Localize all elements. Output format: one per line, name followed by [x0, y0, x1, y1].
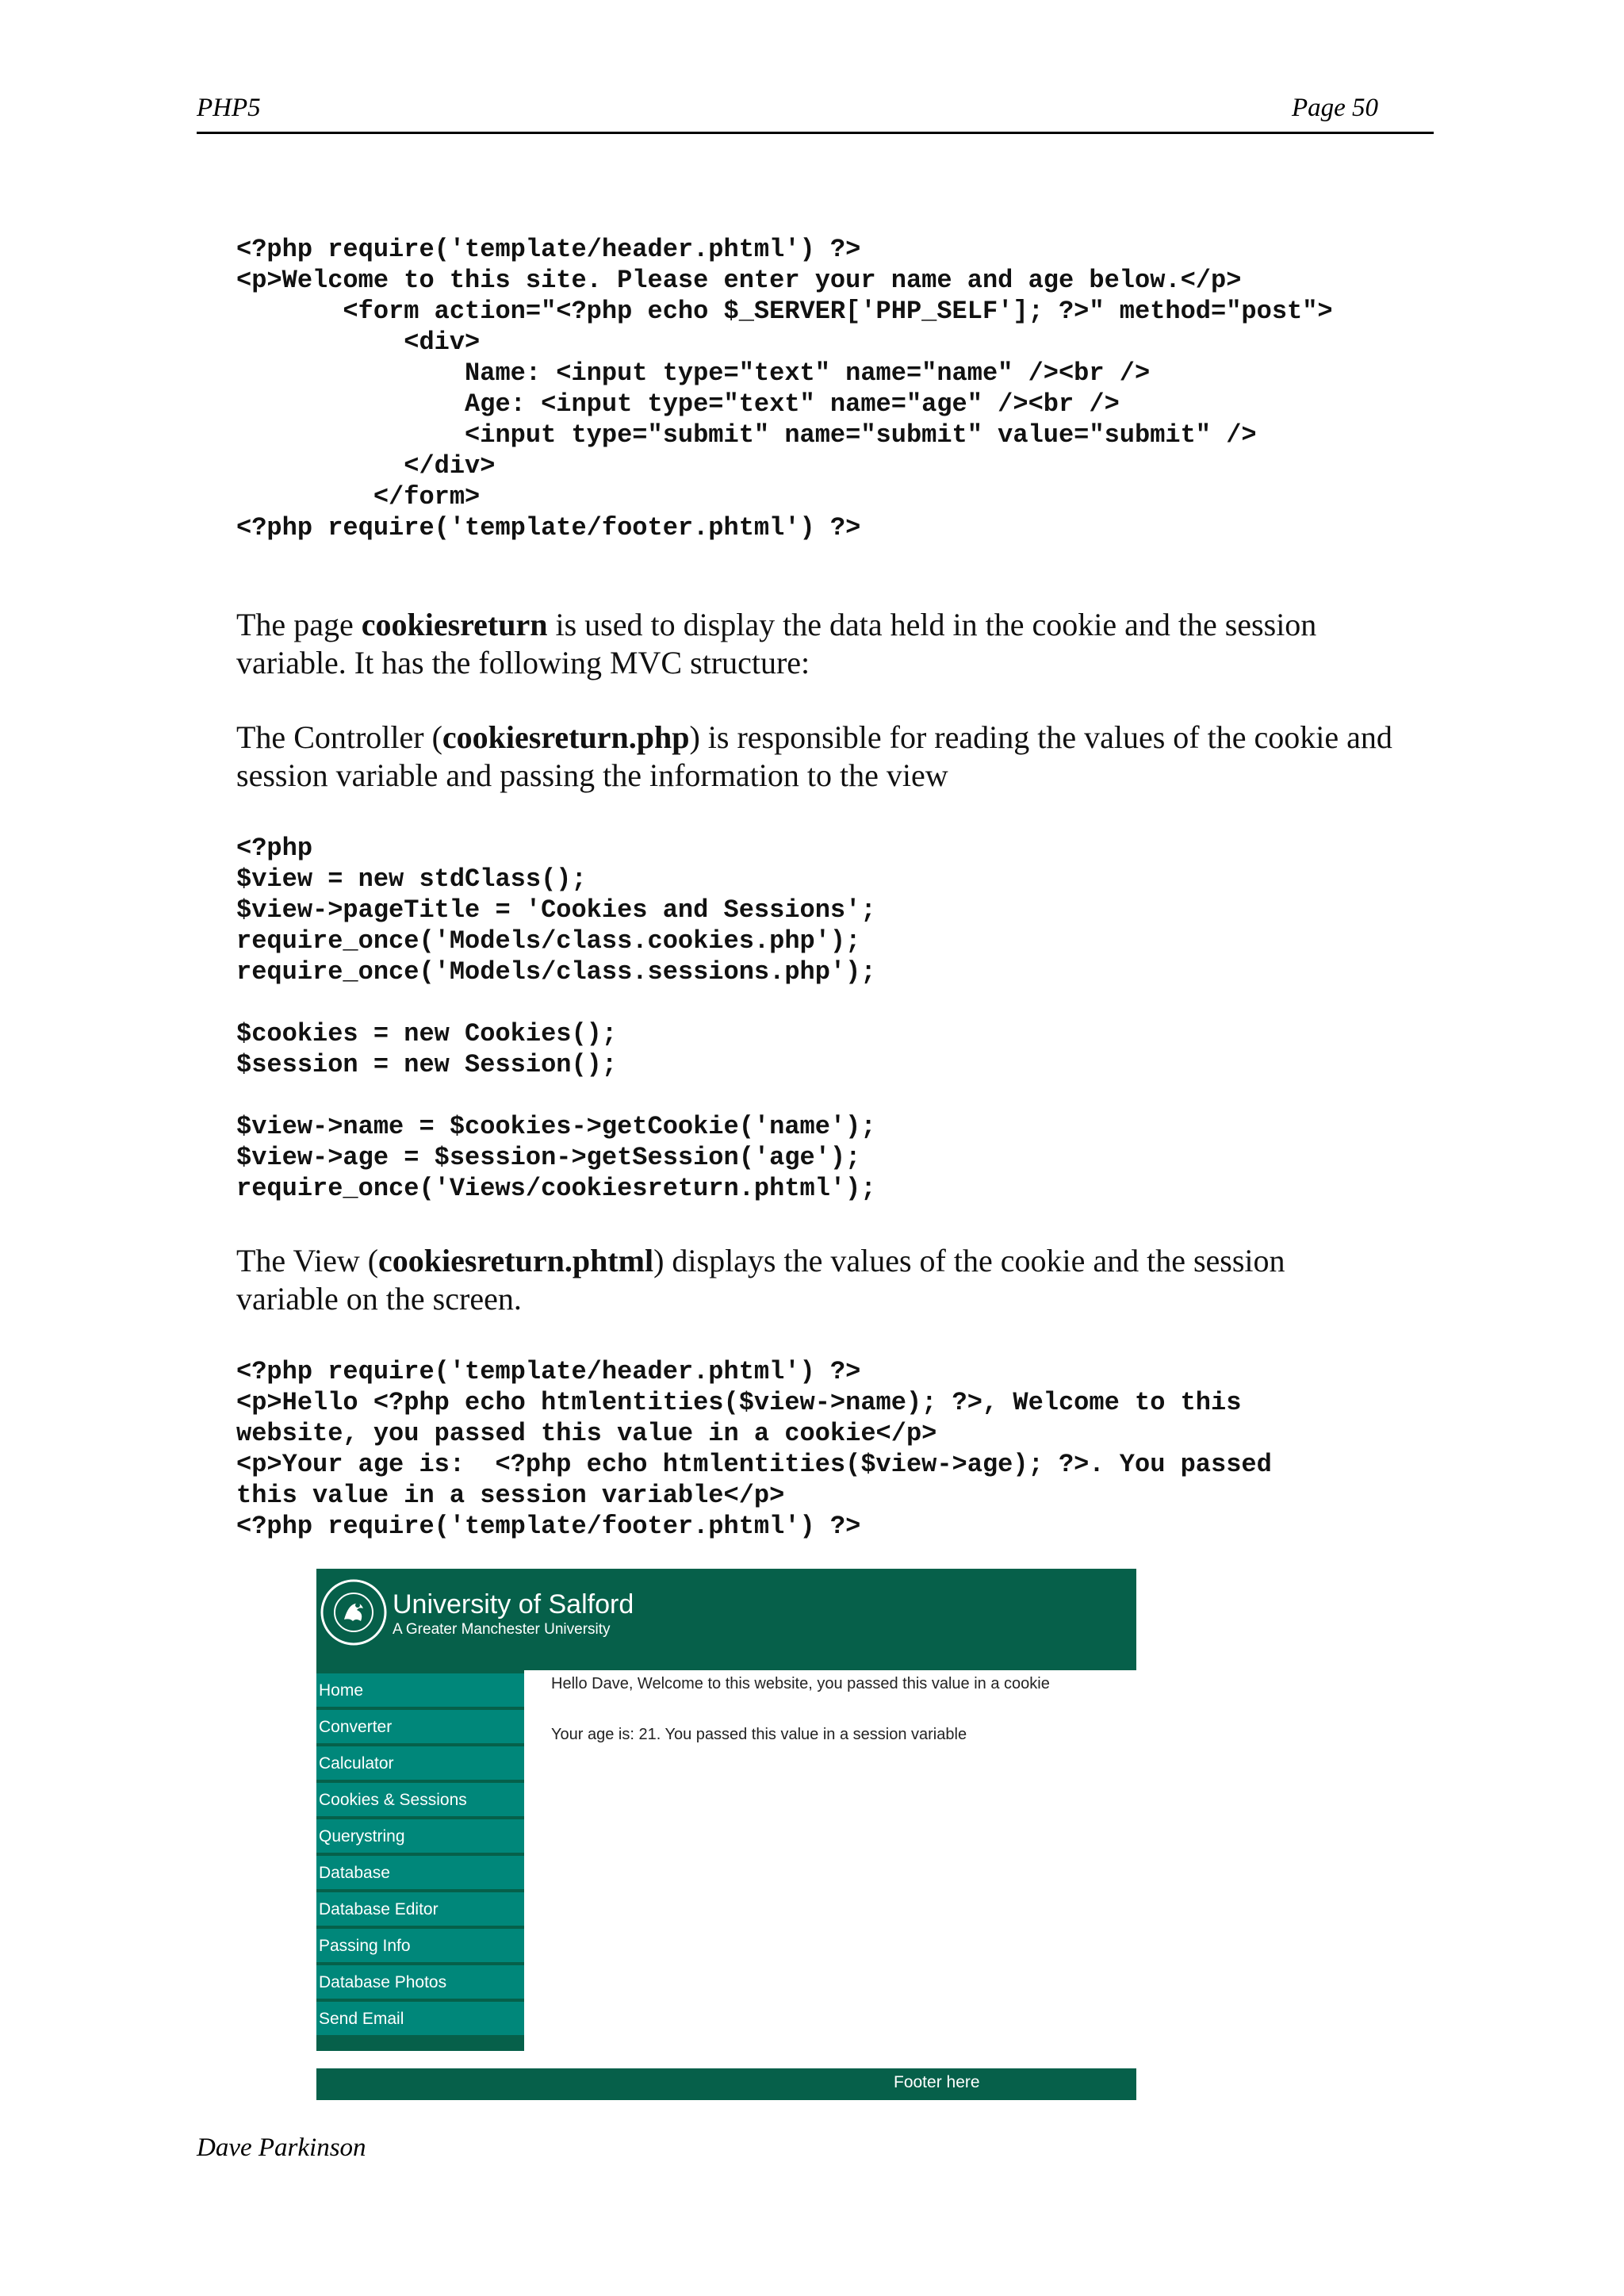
paragraph-controller — [236, 719, 1394, 795]
para-text: is used to display the data held in the cookie and the session variable. It has the following MVC structure: — [236, 607, 1317, 680]
site-footer — [316, 2068, 1136, 2100]
nav-item-database[interactable]: Database — [316, 1856, 524, 1889]
site-title: University of Salford — [393, 1589, 634, 1619]
para-text: The View ( — [236, 1243, 379, 1278]
nav-item-querystring[interactable]: Querystring — [316, 1819, 524, 1853]
nav-item-home[interactable]: Home — [316, 1673, 524, 1707]
nav-item-database-photos[interactable]: Database Photos — [316, 1965, 524, 1999]
page-footer-author: Dave Parkinson — [197, 2133, 366, 2162]
nav-item-database-editor[interactable]: Database Editor — [316, 1892, 524, 1926]
site-banner — [316, 1569, 1136, 1670]
para-bold: cookiesreturn.php — [442, 719, 690, 755]
paragraph-view — [236, 1242, 1394, 1318]
code-block-view: <?php require('template/header.phtml') ?> <p>Hello <?php echo htmlentities($view->name); ?>, Welcome to this website, you passed this value in a cookie</p> <p>Your age is: <?php echo htmlentities($view->age); ?>. You passed this value in a session variable</p> <?php require('template/footer.phtml') ?> — [236, 1357, 1272, 1541]
para-text: The Controller ( — [236, 719, 442, 755]
paragraph-cookiesreturn-intro — [236, 606, 1394, 682]
footer-text: Footer here — [894, 2073, 980, 2091]
nav-item-converter[interactable]: Converter — [316, 1710, 524, 1743]
code-block-controller: <?php $view = new stdClass(); $view->pageTitle = 'Cookies and Sessions'; require_once('Models/class.cookies.php'); require_once('Models/class.sessions.php'); $cookies = new Cookies(); $session = new Session(); $view->name = $cookies->getCookie('name'); $view->age = $session->getSession('age'); require_once('Views/cookiesreturn.phtml'); — [236, 834, 876, 1203]
site-content — [524, 1670, 1136, 2051]
nav-item-cookies-sessions[interactable]: Cookies & Sessions — [316, 1783, 524, 1816]
nav-item-calculator[interactable]: Calculator — [316, 1746, 524, 1780]
site-subtitle: A Greater Manchester University — [393, 1621, 611, 1638]
header-title: PHP5 — [197, 94, 261, 122]
nav-item-passing-info[interactable]: Passing Info — [316, 1929, 524, 1962]
page-number: Page 50 — [1291, 94, 1378, 122]
nav-item-send-email[interactable]: Send Email — [316, 2002, 524, 2035]
page-header — [197, 94, 1434, 134]
site-sidebar — [316, 1670, 524, 2051]
code-block-form-view: <?php require('template/header.phtml') ?> <p>Welcome to this site. Please enter your name and age below.</p> <form action="<?php echo $_SERVER['PHP_SELF']; ?>" method="post"> <div> Name: <input type="text" name="name" /><br /> Age: <input type="text" name="age" /><br /> <input type="submit" name="submit" value="submit" /> </div> </form> <?php require('template/footer.phtml') ?> — [236, 235, 1333, 542]
cookie-message: Hello Dave, Welcome to this website, you passed this value in a cookie — [551, 1675, 1050, 1692]
session-message: Your age is: 21. You passed this value in a session variable — [551, 1726, 967, 1743]
para-bold: cookiesreturn — [361, 607, 548, 642]
para-bold: cookiesreturn.phtml — [378, 1243, 654, 1278]
university-crest-logo — [320, 1578, 388, 1646]
website-screenshot — [316, 1569, 1136, 2100]
para-text: ) is responsible for reading the values of the cookie and session variable and passing the information to the view — [236, 719, 1392, 793]
para-text: ) displays the values of the cookie and the session variable on the screen. — [236, 1243, 1285, 1317]
para-text: The page — [236, 607, 362, 642]
